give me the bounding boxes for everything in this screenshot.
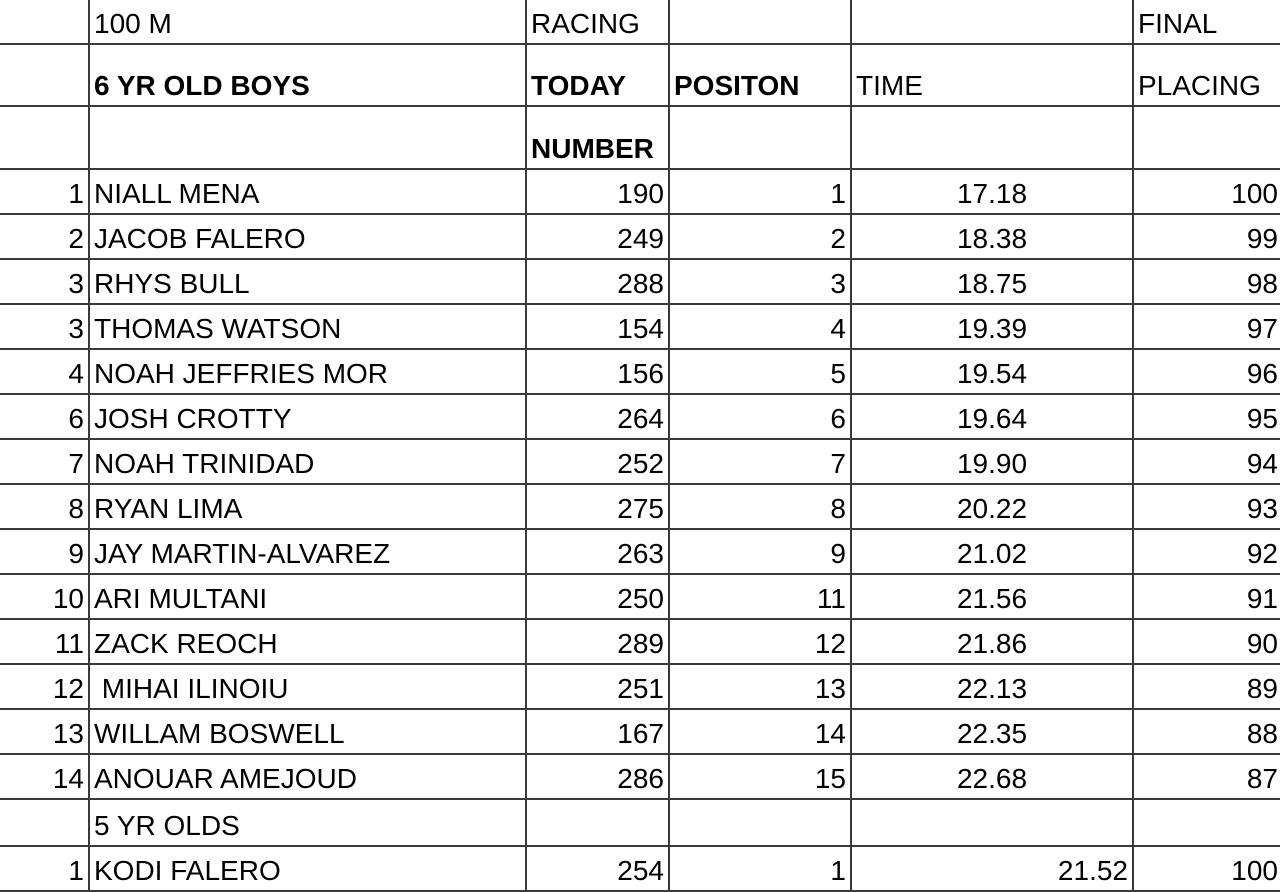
table-row [0, 484, 1280, 529]
runner-name: ARI MULTANI [89, 574, 526, 619]
table-row [0, 349, 1280, 394]
runner-name: JACOB FALERO [89, 214, 526, 259]
finish-position: 9 [669, 529, 851, 574]
race-time: 22.68 [851, 754, 1133, 799]
race-time: 21.56 [851, 574, 1133, 619]
row-index: 2 [0, 214, 89, 259]
racing-number: 289 [526, 619, 669, 664]
racing-number: 263 [526, 529, 669, 574]
finish-position: 2 [669, 214, 851, 259]
runner-name: ZACK REOCH [89, 619, 526, 664]
race-time: 21.52 [851, 846, 1133, 891]
position-header-blank [669, 106, 851, 169]
table-row [0, 439, 1280, 484]
race-time: 21.02 [851, 529, 1133, 574]
index-header-cell [0, 799, 89, 846]
race-time: 19.54 [851, 349, 1133, 394]
finish-position: 4 [669, 304, 851, 349]
runner-name: WILLAM BOSWELL [89, 709, 526, 754]
racing-number: 252 [526, 439, 669, 484]
racing-number: 254 [526, 846, 669, 891]
finish-position: 15 [669, 754, 851, 799]
empty-cell [526, 799, 669, 846]
race-time: 18.75 [851, 259, 1133, 304]
racing-number: 156 [526, 349, 669, 394]
empty-cell [851, 799, 1133, 846]
placing-header: PLACING [1133, 44, 1280, 106]
finish-position: 1 [669, 846, 851, 891]
row-index: 10 [0, 574, 89, 619]
header-row-3 [0, 106, 1280, 169]
empty-cell [669, 799, 851, 846]
racing-number: 154 [526, 304, 669, 349]
empty-cell [1133, 799, 1280, 846]
runner-name: MIHAI ILINOIU [89, 664, 526, 709]
row-index: 11 [0, 619, 89, 664]
racing-number: 286 [526, 754, 669, 799]
racing-number: 250 [526, 574, 669, 619]
row-index: 9 [0, 529, 89, 574]
header-row-1 [0, 0, 1280, 44]
final-placing: 100 [1133, 169, 1280, 214]
table-row [0, 529, 1280, 574]
section-label: 5 YR OLDS [89, 799, 526, 846]
finish-position: 3 [669, 259, 851, 304]
row-index: 12 [0, 664, 89, 709]
runner-name: JAY MARTIN-ALVAREZ [89, 529, 526, 574]
number-header: NUMBER [526, 106, 669, 169]
row-index: 1 [0, 169, 89, 214]
final-placing: 91 [1133, 574, 1280, 619]
finish-position: 13 [669, 664, 851, 709]
finish-position: 12 [669, 619, 851, 664]
final-placing: 97 [1133, 304, 1280, 349]
section-header-row [0, 799, 1280, 846]
placing-header-blank [1133, 106, 1280, 169]
name-header-blank [89, 106, 526, 169]
runner-name: NIALL MENA [89, 169, 526, 214]
race-time: 17.18 [851, 169, 1133, 214]
category-title: 6 YR OLD BOYS [89, 44, 526, 106]
racing-number: 167 [526, 709, 669, 754]
final-placing: 92 [1133, 529, 1280, 574]
table-row [0, 304, 1280, 349]
racing-number: 275 [526, 484, 669, 529]
runner-name: THOMAS WATSON [89, 304, 526, 349]
race-time: 21.86 [851, 619, 1133, 664]
row-index: 14 [0, 754, 89, 799]
race-time: 19.39 [851, 304, 1133, 349]
race-time: 22.35 [851, 709, 1133, 754]
racing-number: 251 [526, 664, 669, 709]
final-placing: 100 [1133, 846, 1280, 891]
time-header-blank [851, 0, 1133, 44]
runner-name: JOSH CROTTY [89, 394, 526, 439]
row-index: 1 [0, 846, 89, 891]
final-placing: 89 [1133, 664, 1280, 709]
final-placing: 95 [1133, 394, 1280, 439]
table-row [0, 709, 1280, 754]
race-time: 19.90 [851, 439, 1133, 484]
index-header-cell [0, 106, 89, 169]
racing-number: 249 [526, 214, 669, 259]
final-placing: 94 [1133, 439, 1280, 484]
event-label: 100 M [89, 0, 526, 44]
time-header-blank [851, 106, 1133, 169]
runner-name: ANOUAR AMEJOUD [89, 754, 526, 799]
row-index: 13 [0, 709, 89, 754]
table-row [0, 394, 1280, 439]
row-index: 4 [0, 349, 89, 394]
racing-number: 190 [526, 169, 669, 214]
table-row [0, 619, 1280, 664]
final-placing: 90 [1133, 619, 1280, 664]
table-row [0, 664, 1280, 709]
header-row-2 [0, 44, 1280, 106]
final-placing: 93 [1133, 484, 1280, 529]
row-index: 3 [0, 304, 89, 349]
finish-position: 11 [669, 574, 851, 619]
index-header-cell [0, 44, 89, 106]
runner-name: NOAH JEFFRIES MOR [89, 349, 526, 394]
time-header: TIME [851, 44, 1133, 106]
today-header: TODAY [526, 44, 669, 106]
racing-number: 264 [526, 394, 669, 439]
race-time: 20.22 [851, 484, 1133, 529]
race-time: 22.13 [851, 664, 1133, 709]
row-index: 8 [0, 484, 89, 529]
position-header: POSITON [669, 44, 851, 106]
runner-name: RHYS BULL [89, 259, 526, 304]
racing-header: RACING [526, 0, 669, 44]
final-header: FINAL [1133, 0, 1280, 44]
final-placing: 98 [1133, 259, 1280, 304]
row-index: 6 [0, 394, 89, 439]
runner-name: RYAN LIMA [89, 484, 526, 529]
table-row [0, 169, 1280, 214]
runner-name: NOAH TRINIDAD [89, 439, 526, 484]
final-placing: 99 [1133, 214, 1280, 259]
runner-name: KODI FALERO [89, 846, 526, 891]
finish-position: 7 [669, 439, 851, 484]
table-row [0, 574, 1280, 619]
finish-position: 14 [669, 709, 851, 754]
finish-position: 1 [669, 169, 851, 214]
finish-position: 8 [669, 484, 851, 529]
index-header-cell [0, 0, 89, 44]
table-row [0, 846, 1280, 891]
table-row [0, 754, 1280, 799]
race-time: 18.38 [851, 214, 1133, 259]
row-index: 3 [0, 259, 89, 304]
finish-position: 6 [669, 394, 851, 439]
final-placing: 87 [1133, 754, 1280, 799]
racing-number: 288 [526, 259, 669, 304]
final-placing: 88 [1133, 709, 1280, 754]
finish-position: 5 [669, 349, 851, 394]
final-placing: 96 [1133, 349, 1280, 394]
row-index: 7 [0, 439, 89, 484]
table-row [0, 259, 1280, 304]
position-header-blank [669, 0, 851, 44]
race-time: 19.64 [851, 394, 1133, 439]
table-row [0, 214, 1280, 259]
